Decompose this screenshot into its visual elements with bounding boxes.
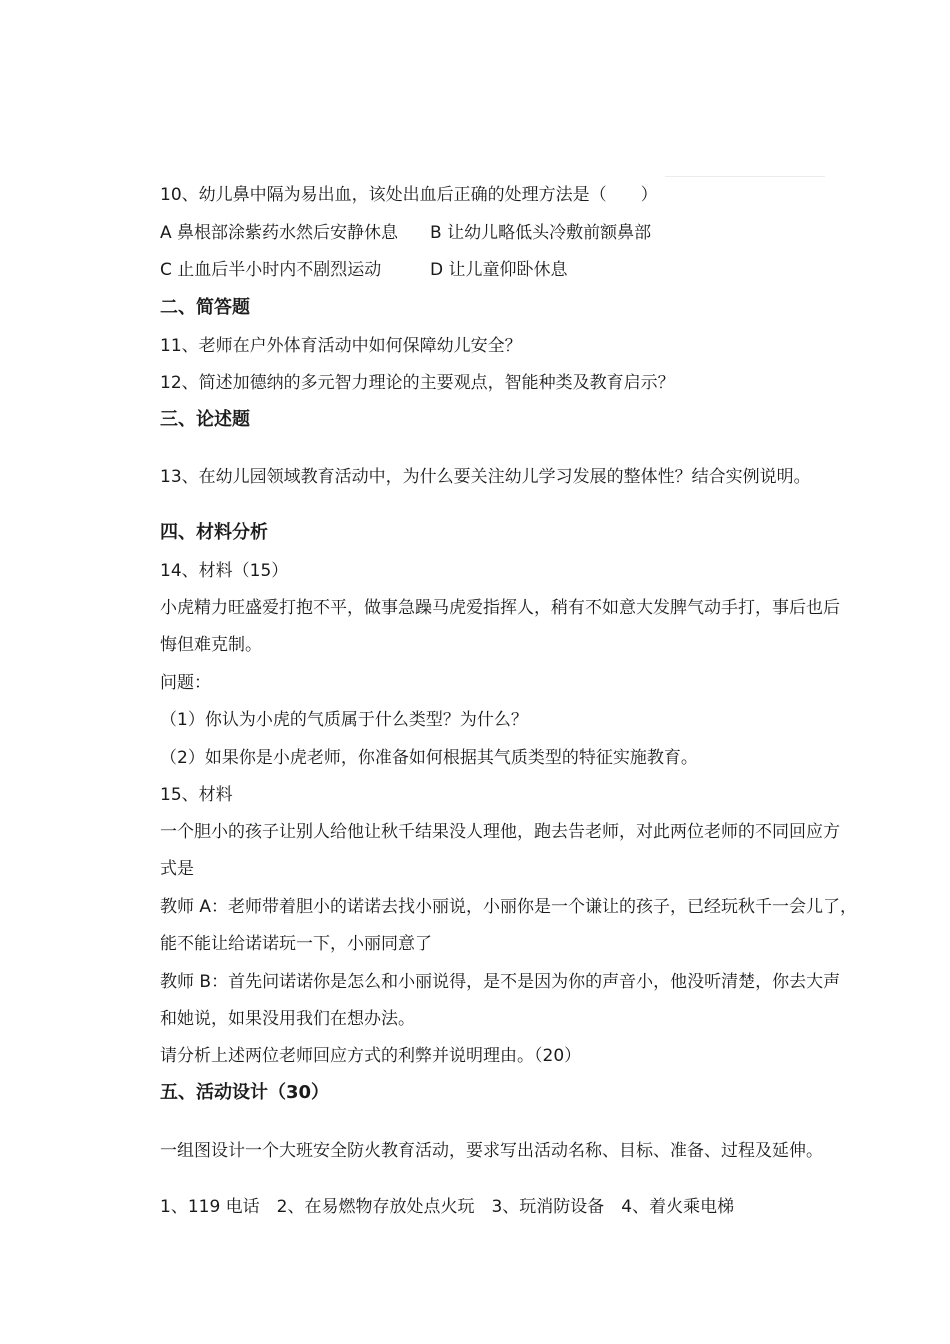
question-16-prompt: 一组图设计一个大班安全防火教育活动，要求写出活动名称、目标、准备、过程及延伸。 xyxy=(160,1141,823,1161)
question-15-question: 请分析上述两位老师回应方式的利弊并说明理由。（20） xyxy=(160,1046,582,1066)
question-14-question-label: 问题： xyxy=(160,673,211,693)
section-2-title: 二、简答题 xyxy=(160,297,250,318)
question-15-teacher-a-line-2: 能不能让给诺诺玩一下，小丽同意了 xyxy=(160,934,432,954)
faint-rule xyxy=(665,176,825,177)
question-15-title: 15、材料 xyxy=(160,785,233,805)
question-14-material-line-1: 小虎精力旺盛爱打抱不平，做事急躁马虎爱指挥人，稍有不如意大发脾气动手打，事后也后 xyxy=(160,598,840,618)
section-5-title: 五、活动设计（30） xyxy=(160,1082,330,1103)
section-4-title: 四、材料分析 xyxy=(160,522,268,543)
question-10-stem: 10、幼儿鼻中隔为易出血，该处出血后正确的处理方法是（ ） xyxy=(160,185,658,205)
question-10-option-c: C 止血后半小时内不剧烈运动 xyxy=(160,260,382,280)
question-15-teacher-b-line-2: 和她说，如果没用我们在想办法。 xyxy=(160,1009,415,1029)
question-15-line-2: 式是 xyxy=(160,859,194,879)
question-11: 11、老师在户外体育活动中如何保障幼儿安全？ xyxy=(160,336,522,356)
question-14-sub-1: （1）你认为小虎的气质属于什么类型？为什么？ xyxy=(160,710,528,730)
question-15-teacher-a-line-1: 教师 A：老师带着胆小的诺诺去找小丽说，小丽你是一个谦让的孩子，已经玩秋千一会儿了， xyxy=(160,897,858,917)
question-15-teacher-b-line-1: 教师 B：首先问诺诺你是怎么和小丽说得，是不是因为你的声音小，他没听清楚，你去大声 xyxy=(160,972,841,992)
question-14-sub-2: （2）如果你是小虎老师，你准备如何根据其气质类型的特征实施教育。 xyxy=(160,748,698,768)
question-14-title: 14、材料（15） xyxy=(160,561,289,581)
question-10-option-b: B 让幼儿略低头冷敷前额鼻部 xyxy=(430,223,652,243)
question-14-material-line-2: 悔但难克制。 xyxy=(160,635,262,655)
question-10-option-d: D 让儿童仰卧休息 xyxy=(430,260,568,280)
question-15-line-1: 一个胆小的孩子让别人给他让秋千结果没人理他，跑去告老师，对此两位老师的不同回应方 xyxy=(160,822,840,842)
question-16-items: 1、119 电话 2、在易燃物存放处点火玩 3、玩消防设备 4、着火乘电梯 xyxy=(160,1197,735,1217)
question-12: 12、简述加德纳的多元智力理论的主要观点，智能种类及教育启示？ xyxy=(160,373,675,393)
question-13: 13、在幼儿园领域教育活动中，为什么要关注幼儿学习发展的整体性？结合实例说明。 xyxy=(160,467,811,487)
question-10-option-a: A 鼻根部涂紫药水然后安静休息 xyxy=(160,223,399,243)
section-3-title: 三、论述题 xyxy=(160,409,250,430)
